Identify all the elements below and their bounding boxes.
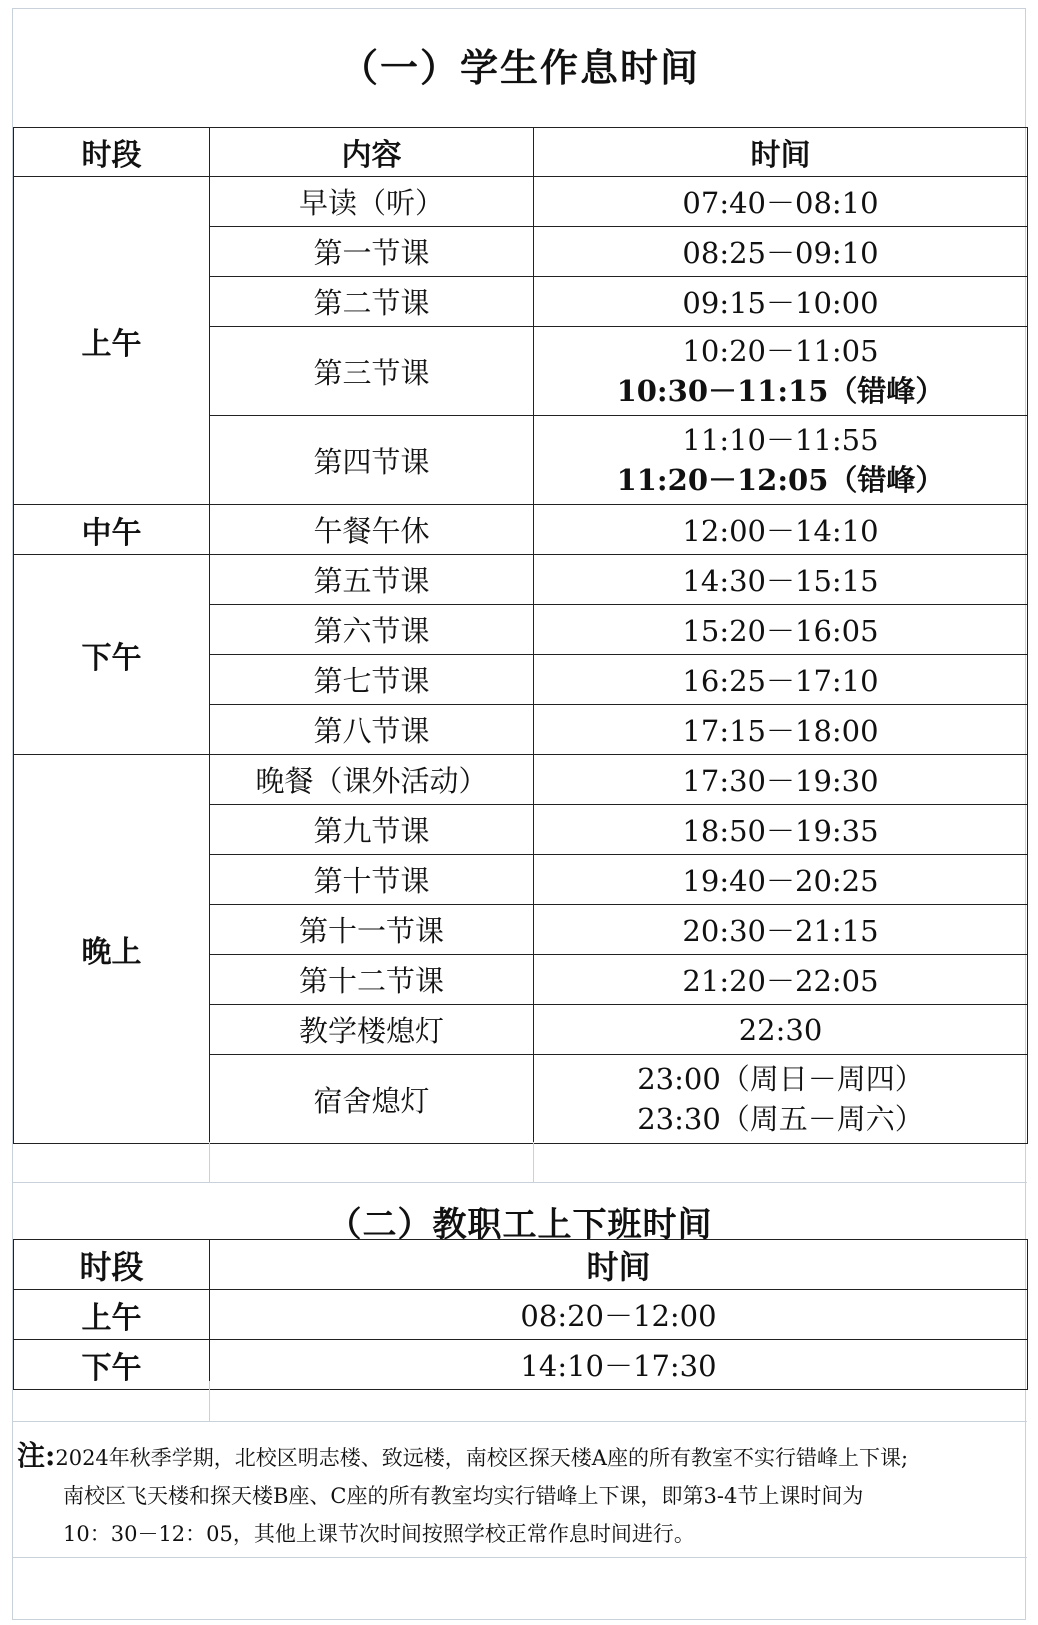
- row-time: 17:15－18:00: [534, 705, 1028, 755]
- period-afternoon: 下午: [14, 1340, 210, 1390]
- row-content: 第十二节课: [210, 955, 534, 1005]
- row-time: 14:10－17:30: [210, 1340, 1028, 1390]
- staff-schedule-table: [13, 1239, 1028, 1390]
- row-time-weekend: 23:30（周五－周六）: [637, 1102, 924, 1136]
- row-content: 宿舍熄灯: [210, 1055, 534, 1144]
- row-time-cell: [534, 327, 1028, 416]
- row-content: 第七节课: [210, 655, 534, 705]
- row-content: 第三节课: [210, 327, 534, 416]
- row-content: 早读（听）: [210, 177, 534, 227]
- period-morning: 上午: [14, 1290, 210, 1340]
- row-content: 第四节课: [210, 416, 534, 505]
- row-time: 08:20－12:00: [210, 1290, 1028, 1340]
- row-content: 第十节课: [210, 855, 534, 905]
- period-morning: 上午: [14, 177, 210, 505]
- table-header-row: [14, 1240, 1028, 1290]
- row-time: 12:00－14:10: [534, 505, 1028, 555]
- period-noon: 中午: [14, 505, 210, 555]
- grid-line: [13, 1182, 1027, 1183]
- row-time: 08:25－09:10: [534, 227, 1028, 277]
- row-time-cell: [534, 416, 1028, 505]
- note-line-3: 10：30－12：05，其他上课节次时间按照学校正常作息时间进行。: [63, 1522, 695, 1546]
- table-row: [14, 755, 1028, 805]
- row-time: 14:30－15:15: [534, 555, 1028, 605]
- schedule-sheet: [12, 8, 1026, 1620]
- grid-line: [13, 1557, 1027, 1558]
- note-line-1: 2024年秋季学期，北校区明志楼、致远楼，南校区探天楼A座的所有教室不实行错峰上下课;: [55, 1446, 909, 1470]
- grid-line: [209, 1381, 210, 1421]
- header-period: 时段: [14, 128, 210, 177]
- row-time: 07:40－08:10: [534, 177, 1028, 227]
- row-time: 09:15－10:00: [534, 277, 1028, 327]
- row-time-staggered: 10:30－11:15（错峰）: [616, 374, 945, 408]
- row-time: 20:30－21:15: [534, 905, 1028, 955]
- row-time: 21:20－22:05: [534, 955, 1028, 1005]
- header-time: 时间: [210, 1240, 1028, 1290]
- row-content: 第八节课: [210, 705, 534, 755]
- row-time-cell: [534, 1055, 1028, 1144]
- row-content: 午餐午休: [210, 505, 534, 555]
- row-content: 教学楼熄灯: [210, 1005, 534, 1055]
- row-content: 第五节课: [210, 555, 534, 605]
- row-time: 15:20－16:05: [534, 605, 1028, 655]
- table-row: [14, 1290, 1028, 1340]
- row-content: 第六节课: [210, 605, 534, 655]
- grid-line: [533, 1142, 534, 1182]
- header-time: 时间: [534, 128, 1028, 177]
- row-content: 第十一节课: [210, 905, 534, 955]
- row-content: 第一节课: [210, 227, 534, 277]
- table-row: [14, 555, 1028, 605]
- grid-line: [209, 1142, 210, 1182]
- row-time-staggered: 11:20－12:05（错峰）: [616, 463, 945, 497]
- row-content: 晚餐（课外活动）: [210, 755, 534, 805]
- row-content: 第九节课: [210, 805, 534, 855]
- row-time: 16:25－17:10: [534, 655, 1028, 705]
- section1-title: （一）学生作息时间: [339, 45, 700, 90]
- row-time: 11:10－11:55: [682, 423, 879, 457]
- header-period: 时段: [14, 1240, 210, 1290]
- note-line-2: 南校区飞天楼和探天楼B座、C座的所有教室均实行错峰上下课，即第3-4节上课时间为: [63, 1484, 864, 1508]
- header-content: 内容: [210, 128, 534, 177]
- row-time: 23:00（周日－周四）: [637, 1062, 924, 1096]
- footnote: [17, 1437, 1023, 1553]
- section2-title: （二）教职工上下班时间: [327, 1205, 713, 1245]
- row-time: 10:20－11:05: [682, 334, 879, 368]
- row-content: 第二节课: [210, 277, 534, 327]
- row-time: 22:30: [534, 1005, 1028, 1055]
- student-schedule-table: [13, 127, 1028, 1144]
- period-afternoon: 下午: [14, 555, 210, 755]
- row-time: 17:30－19:30: [534, 755, 1028, 805]
- table-row: [14, 1340, 1028, 1390]
- row-time: 18:50－19:35: [534, 805, 1028, 855]
- table-header-row: [14, 128, 1028, 177]
- table-row: [14, 505, 1028, 555]
- grid-line: [13, 1421, 1027, 1422]
- note-label: 注:: [17, 1439, 56, 1472]
- period-evening: 晚上: [14, 755, 210, 1144]
- table-row: [14, 177, 1028, 227]
- row-time: 19:40－20:25: [534, 855, 1028, 905]
